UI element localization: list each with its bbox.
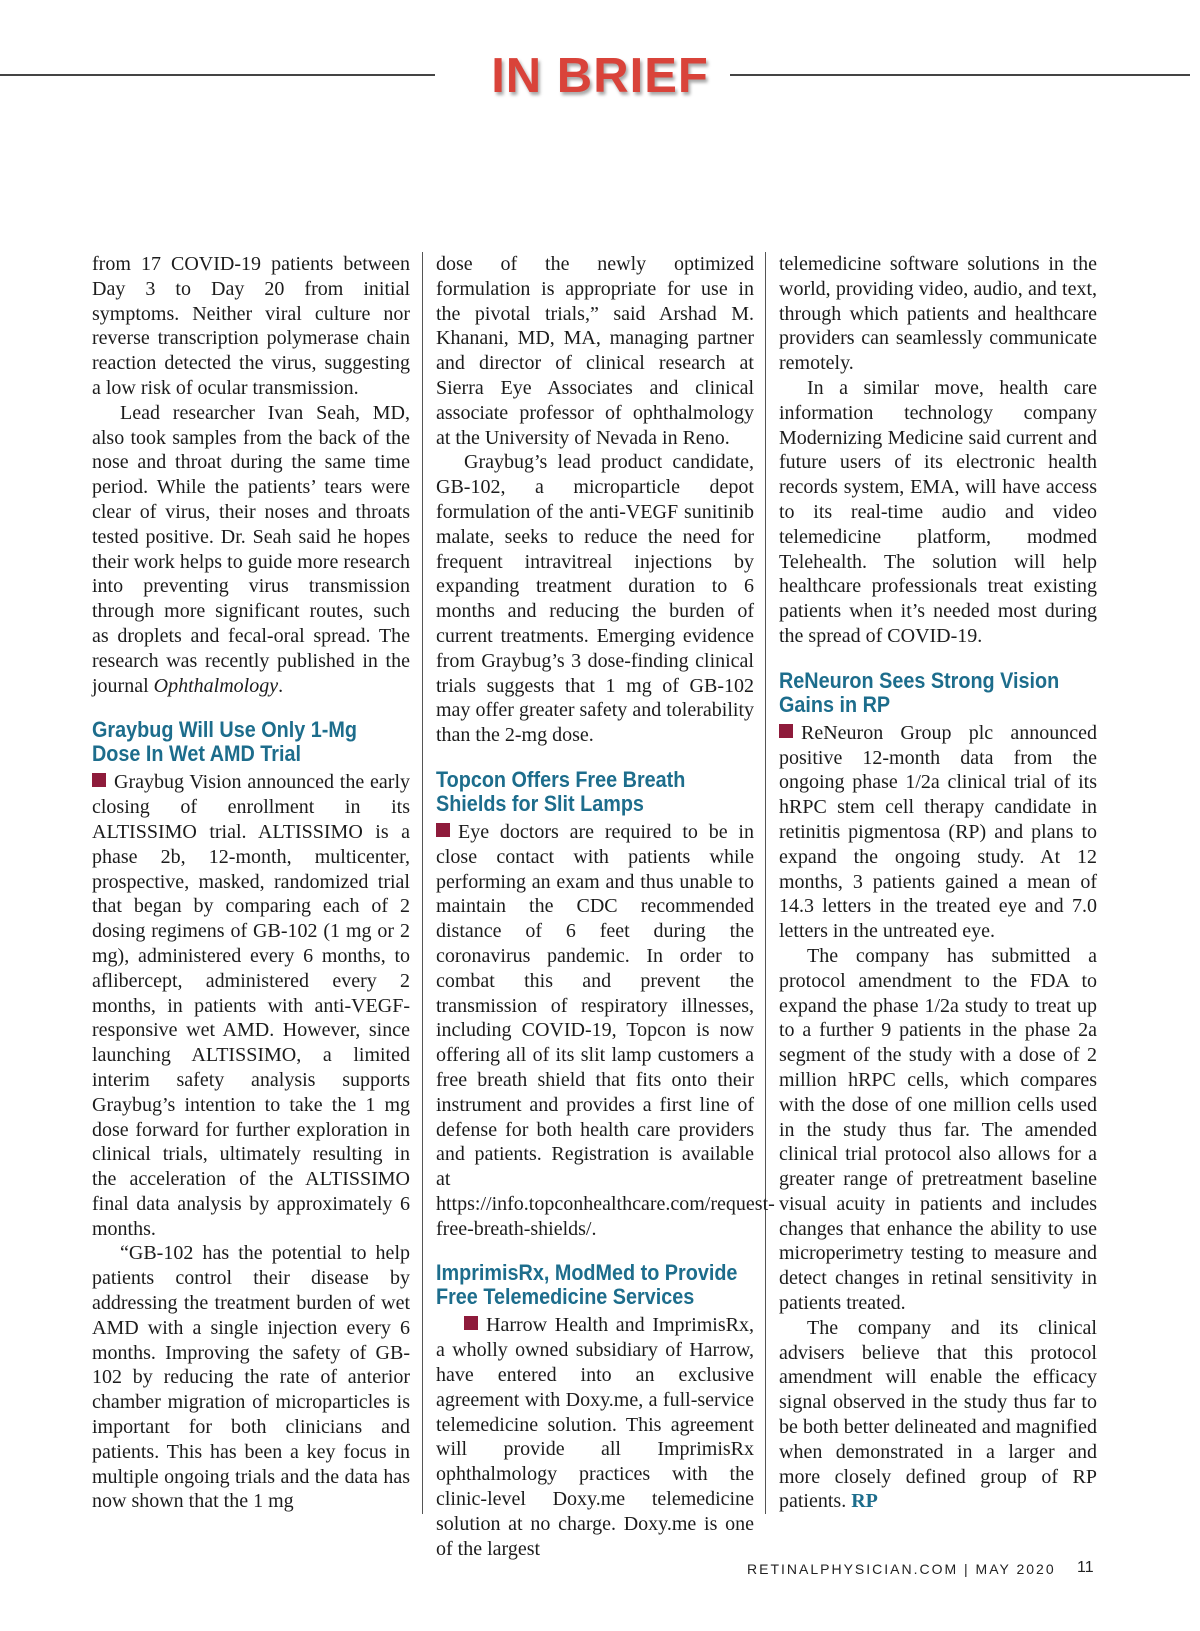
bullet-square-icon — [779, 724, 793, 738]
footer-publication: RETINALPHYSICIAN.COM | MAY 2020 — [747, 1561, 1056, 1577]
column-divider — [765, 252, 766, 1514]
paragraph: “GB-102 has the potential to help patients control their disease by addressing the treatment burden of wet AMD with a single injection every 6 months. Improving the safety of GB-102 by reducing the rate of anterior chamber migration of microparticles is important for both clinicians and patients. This has been a key focus in multiple ongoing trials and the data has now shown that the 1 mg — [92, 1242, 410, 1513]
bullet-square-icon — [464, 1316, 478, 1330]
header-rule-left — [0, 74, 435, 76]
paragraph: telemedicine software solutions in the world, providing video, audio, and text, through which patients and healthcare providers can seamlessly communicate remotely. — [779, 253, 1097, 375]
journal-name: Ophthalmology — [153, 674, 279, 697]
paragraph: Eye doctors are required to be in close contact with patients while performing an exam and thus unable to maintain the CDC recommended distance of 6 feet during the coronavirus pandemic. In order to combat this and prevent the transmission of respiratory illnesses, including COVID-19, Topcon is now offering all of its slit lamp customers a free breath shield that fits onto their instrument and provides a first line of defense for both health care providers and patients. Registration is available at https://info.topconhealthcare.com/request-free-breath-shields/. — [436, 820, 775, 1240]
section-title: IN BRIEF — [491, 49, 709, 103]
paragraph: Lead researcher Ivan Seah, MD, also took samples from the back of the nose and throat during the same time period. While the patients’ tears were clear of virus, their noses and throats tested positive. Dr. Seah said he hopes their work helps to guide more research into preventing virus transmission through more significant routes, such as droplets and fecal-oral spread. The research was recently published in the journal Ophthalmology. — [92, 401, 410, 697]
article-headline: Graybug Will Use Only 1-Mg Dose In Wet AMD Trial — [92, 717, 357, 767]
paragraph: Graybug’s lead product candidate, GB-102, a microparticle depot formulation of the anti-VEGF sunitinib malate, seeks to reduce the need for frequent intravitreal injections by expanding treatment duration to 6 months and reducing the burden of current treatments. Emerging evidence from Graybug’s 3 dose-finding clinical trials suggests that 1 mg of GB-102 may offer greater safety and tolerability than the 2-mg dose. — [436, 451, 754, 747]
bullet-square-icon — [92, 773, 106, 787]
article-headline: Topcon Offers Free Breath Shields for Slit Lamps — [436, 766, 686, 816]
article-headline: ImprimisRx, ModMed to Provide Free Telemedicine Services — [436, 1260, 738, 1310]
paragraph: The company and its clinical advisers believe that this protocol amendment will enable the efficacy signal observed in the study thus far to be both better delineated and magnified when demonstrated in a larger and more closely defined group of RP patients. RP — [779, 1316, 1097, 1513]
column-3 — [779, 252, 1097, 1514]
column-2 — [436, 252, 775, 1561]
paragraph: In a similar move, health care information technology company Modernizing Medicine said current and future users of its electronic health records system, EMA, will have access to its real-time audio and video telemedicine platform, modmed Telehealth. The solution will help healthcare professionals treat existing patients when it’s needed most during the spread of COVID-19. — [779, 376, 1097, 647]
paragraph: ReNeuron Group plc announced positive 12-month data from the ongoing phase 1/2a clinical trial of its hRPC stem cell therapy candidate in retinitis pigmentosa (RP) and plans to expand the ongoing study. At 12 months, 3 patients gained a mean of 14.3 letters in the treated eye and 7.0 letters in the untreated eye. — [779, 721, 1097, 943]
paragraph: dose of the newly optimized formulation is appropriate for use in the pivotal trials,” said Arshad M. Khanani, MD, MA, managing partner and director of clinical research at Sierra Eye Associates and clinical associate professor of ophthalmology at the University of Nevada in Reno. — [436, 253, 754, 449]
column-1 — [92, 252, 410, 1514]
article-headline: ReNeuron Sees Strong Vision Gains in RP — [779, 667, 1060, 717]
bullet-square-icon — [436, 823, 450, 837]
paragraph: The company has submitted a protocol amendment to the FDA to expand the phase 1/2a study to treat up to a further 9 patients in the phase 2a segment of the study with a dose of 2 million hRPC cells, which compares with the dose of one million cells used in the study thus far. The amended clinical trial protocol also allows for a greater range of pretreatment baseline visual acuity in patients and includes changes that enhance the ability to use microperimetry testing to measure and detect changes in retinal sensitivity in patients treated. — [779, 944, 1097, 1315]
column-divider — [422, 252, 423, 1514]
paragraph: Graybug Vision announced the early closing of enrollment in its ALTISSIMO trial. ALTISSIMO is a phase 2b, 12-month, multicenter, prospective, masked, randomized trial that began by comparing each of 2 dosing regimens of GB-102 (1 mg or 2 mg), administered every 6 months, to aflibercept, administered every 2 months, in patients with anti-VEGF-responsive wet AMD. However, since launching ALTISSIMO, a limited interim safety analysis supports Graybug’s intention to take the 1 mg dose forward for further exploration in clinical trials, ultimately resulting in the acceleration of the ALTISSIMO final data analysis by approximately 6 months. — [92, 771, 410, 1240]
paragraph: Harrow Health and ImprimisRx, a wholly owned subsidiary of Harrow, have entered into an exclusive agreement with Doxy.me, a full-service telemedicine solution. This agreement will provide all ImprimisRx ophthalmology practices with the clinic-level Doxy.me telemedicine solution at no charge. Doxy.me is one of the largest — [436, 1314, 754, 1560]
end-mark: RP — [851, 1490, 878, 1513]
paragraph: from 17 COVID-19 patients between Day 3 to Day 20 from initial symptoms. Neither viral culture nor reverse transcription polymerase chain reaction detected the virus, suggesting a low risk of ocular transmission. — [92, 253, 410, 399]
page-number: 11 — [1077, 1559, 1094, 1576]
header-rule-right — [730, 74, 1190, 76]
